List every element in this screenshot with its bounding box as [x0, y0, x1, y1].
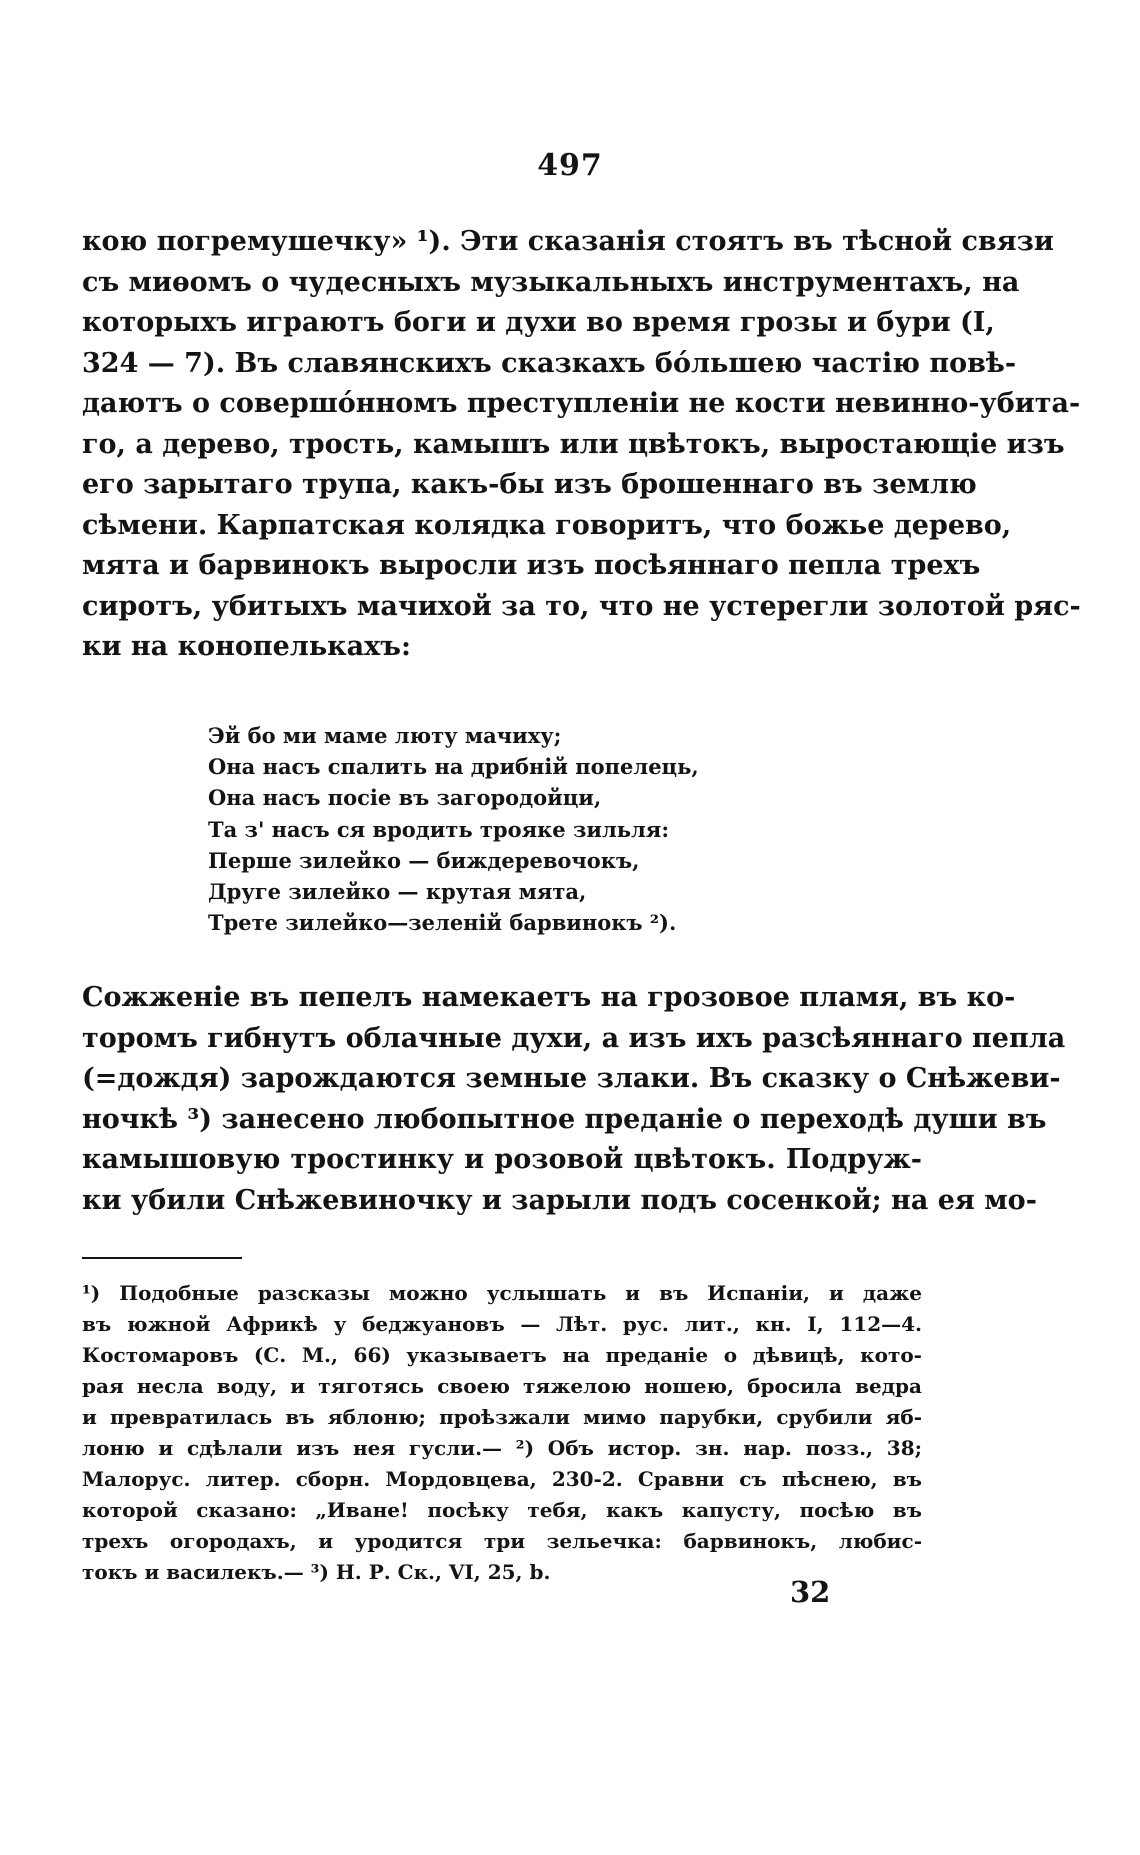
text-line: ки убили Снѣжевиночку и зарыли подъ сосенкой; на ея мо- — [82, 1184, 1037, 1216]
footnote-line: рая несла воду, и тяготясь своею тяжелою ношею, бросила ведра — [82, 1374, 922, 1398]
text-line: ночкѣ ³) занесено любопытное преданіе о переходѣ души въ — [82, 1103, 1047, 1135]
footnote-line: Костомаровъ (С. М., 66) указываетъ на преданіе о дѣвицѣ, кото- — [82, 1343, 922, 1367]
text-line: ки на конопелькахъ: — [82, 631, 411, 662]
verse-line: Она насъ спалить на дрибній попелець, — [208, 754, 699, 780]
footnote-line: лоню и сдѣлали изъ нея гусли.— ²) Объ истор. зн. нар. позз., 38; — [82, 1436, 922, 1460]
verse-line: Та з' насъ ся вродить трояке зильля: — [208, 816, 670, 842]
text-line: сѣмени. Карпатская колядка говоритъ, что божье дерево, — [82, 509, 1012, 541]
footnote-line: токъ и василекъ.— ³) Н. Р. Ск., VI, 25, b. — [82, 1560, 551, 1584]
signature-mark: 32 — [790, 1575, 831, 1609]
footnote-line: которой сказано: „Иване! посѣку тебя, какъ капусту, посѣю въ — [82, 1498, 922, 1522]
text-line: его зарытаго трупа, какъ-бы изъ брошеннаго въ землю — [82, 469, 977, 500]
page-number: 497 — [537, 148, 603, 183]
footnotes — [82, 1278, 922, 1588]
text-line: даютъ о совершо́нномъ преступленіи не кости невинно-убита- — [82, 388, 1081, 419]
verse-line: Друге зилейко — крутая мята, — [208, 878, 587, 904]
footnote-line: трехъ огородахъ, и уродится три зельечка: барвинокъ, любис- — [82, 1529, 922, 1553]
paragraph-second — [82, 978, 1066, 1221]
footnote-line: ¹) Подобные разсказы можно услышать и въ Испаніи, и даже — [82, 1281, 922, 1305]
footnote-divider — [82, 1257, 242, 1259]
text-line: 324 — 7). Въ славянскихъ сказкахъ бо́льшею частію повѣ- — [82, 347, 1017, 379]
text-line: которыхъ играютъ боги и духи во время грозы и бури (I, — [82, 307, 995, 338]
verse-line: Перше зилейко — биждеревочокъ, — [208, 847, 640, 873]
text-line: сиротъ, убитыхъ мачихой за то, что не устерегли золотой ряс- — [82, 590, 1081, 622]
text-line: (=дождя) зарождаются земные злаки. Въ сказку о Снѣжеви- — [82, 1063, 1061, 1094]
verse-quotation — [208, 720, 768, 938]
text-line: торомъ гибнутъ облачные духи, а изъ ихъ разсѣяннаго пепла — [82, 1022, 1066, 1054]
text-line: съ миѳомъ о чудесныхъ музыкальныхъ инструментахъ, на — [82, 266, 1020, 298]
footnote-line: въ южной Африкѣ у беджуановъ — Лѣт. рус. лит., кн. I, 112—4. — [82, 1312, 922, 1336]
text-line: кою погремушечку» ¹). Эти сказанія стоятъ въ тѣсной связи — [82, 226, 1054, 257]
verse-line: Она насъ посіе въ загородойци, — [208, 785, 602, 811]
footnote-line: Малорус. литер. сборн. Мордовцева, 230-2. Сравни съ пѣснею, въ — [82, 1467, 922, 1491]
text-line: го, а дерево, трость, камышъ или цвѣтокъ, выростающіе изъ — [82, 428, 1065, 460]
paragraph-main — [82, 222, 1081, 668]
footnote-line: и превратилась въ яблоню; проѣзжали мимо парубки, срубили яб- — [82, 1405, 922, 1429]
verse-line: Эй бо ми маме люту мачиху; — [208, 723, 562, 748]
text-line: камышовую тростинку и розовой цвѣтокъ. Подруж- — [82, 1144, 922, 1175]
verse-line: Трете зилейко—зеленій барвинокъ ²). — [208, 910, 677, 936]
text-line: Сожженіе въ пепелъ намекаетъ на грозовое пламя, въ ко- — [82, 982, 1016, 1013]
text-line: мята и барвинокъ выросли изъ посѣяннаго пепла трехъ — [82, 550, 981, 581]
